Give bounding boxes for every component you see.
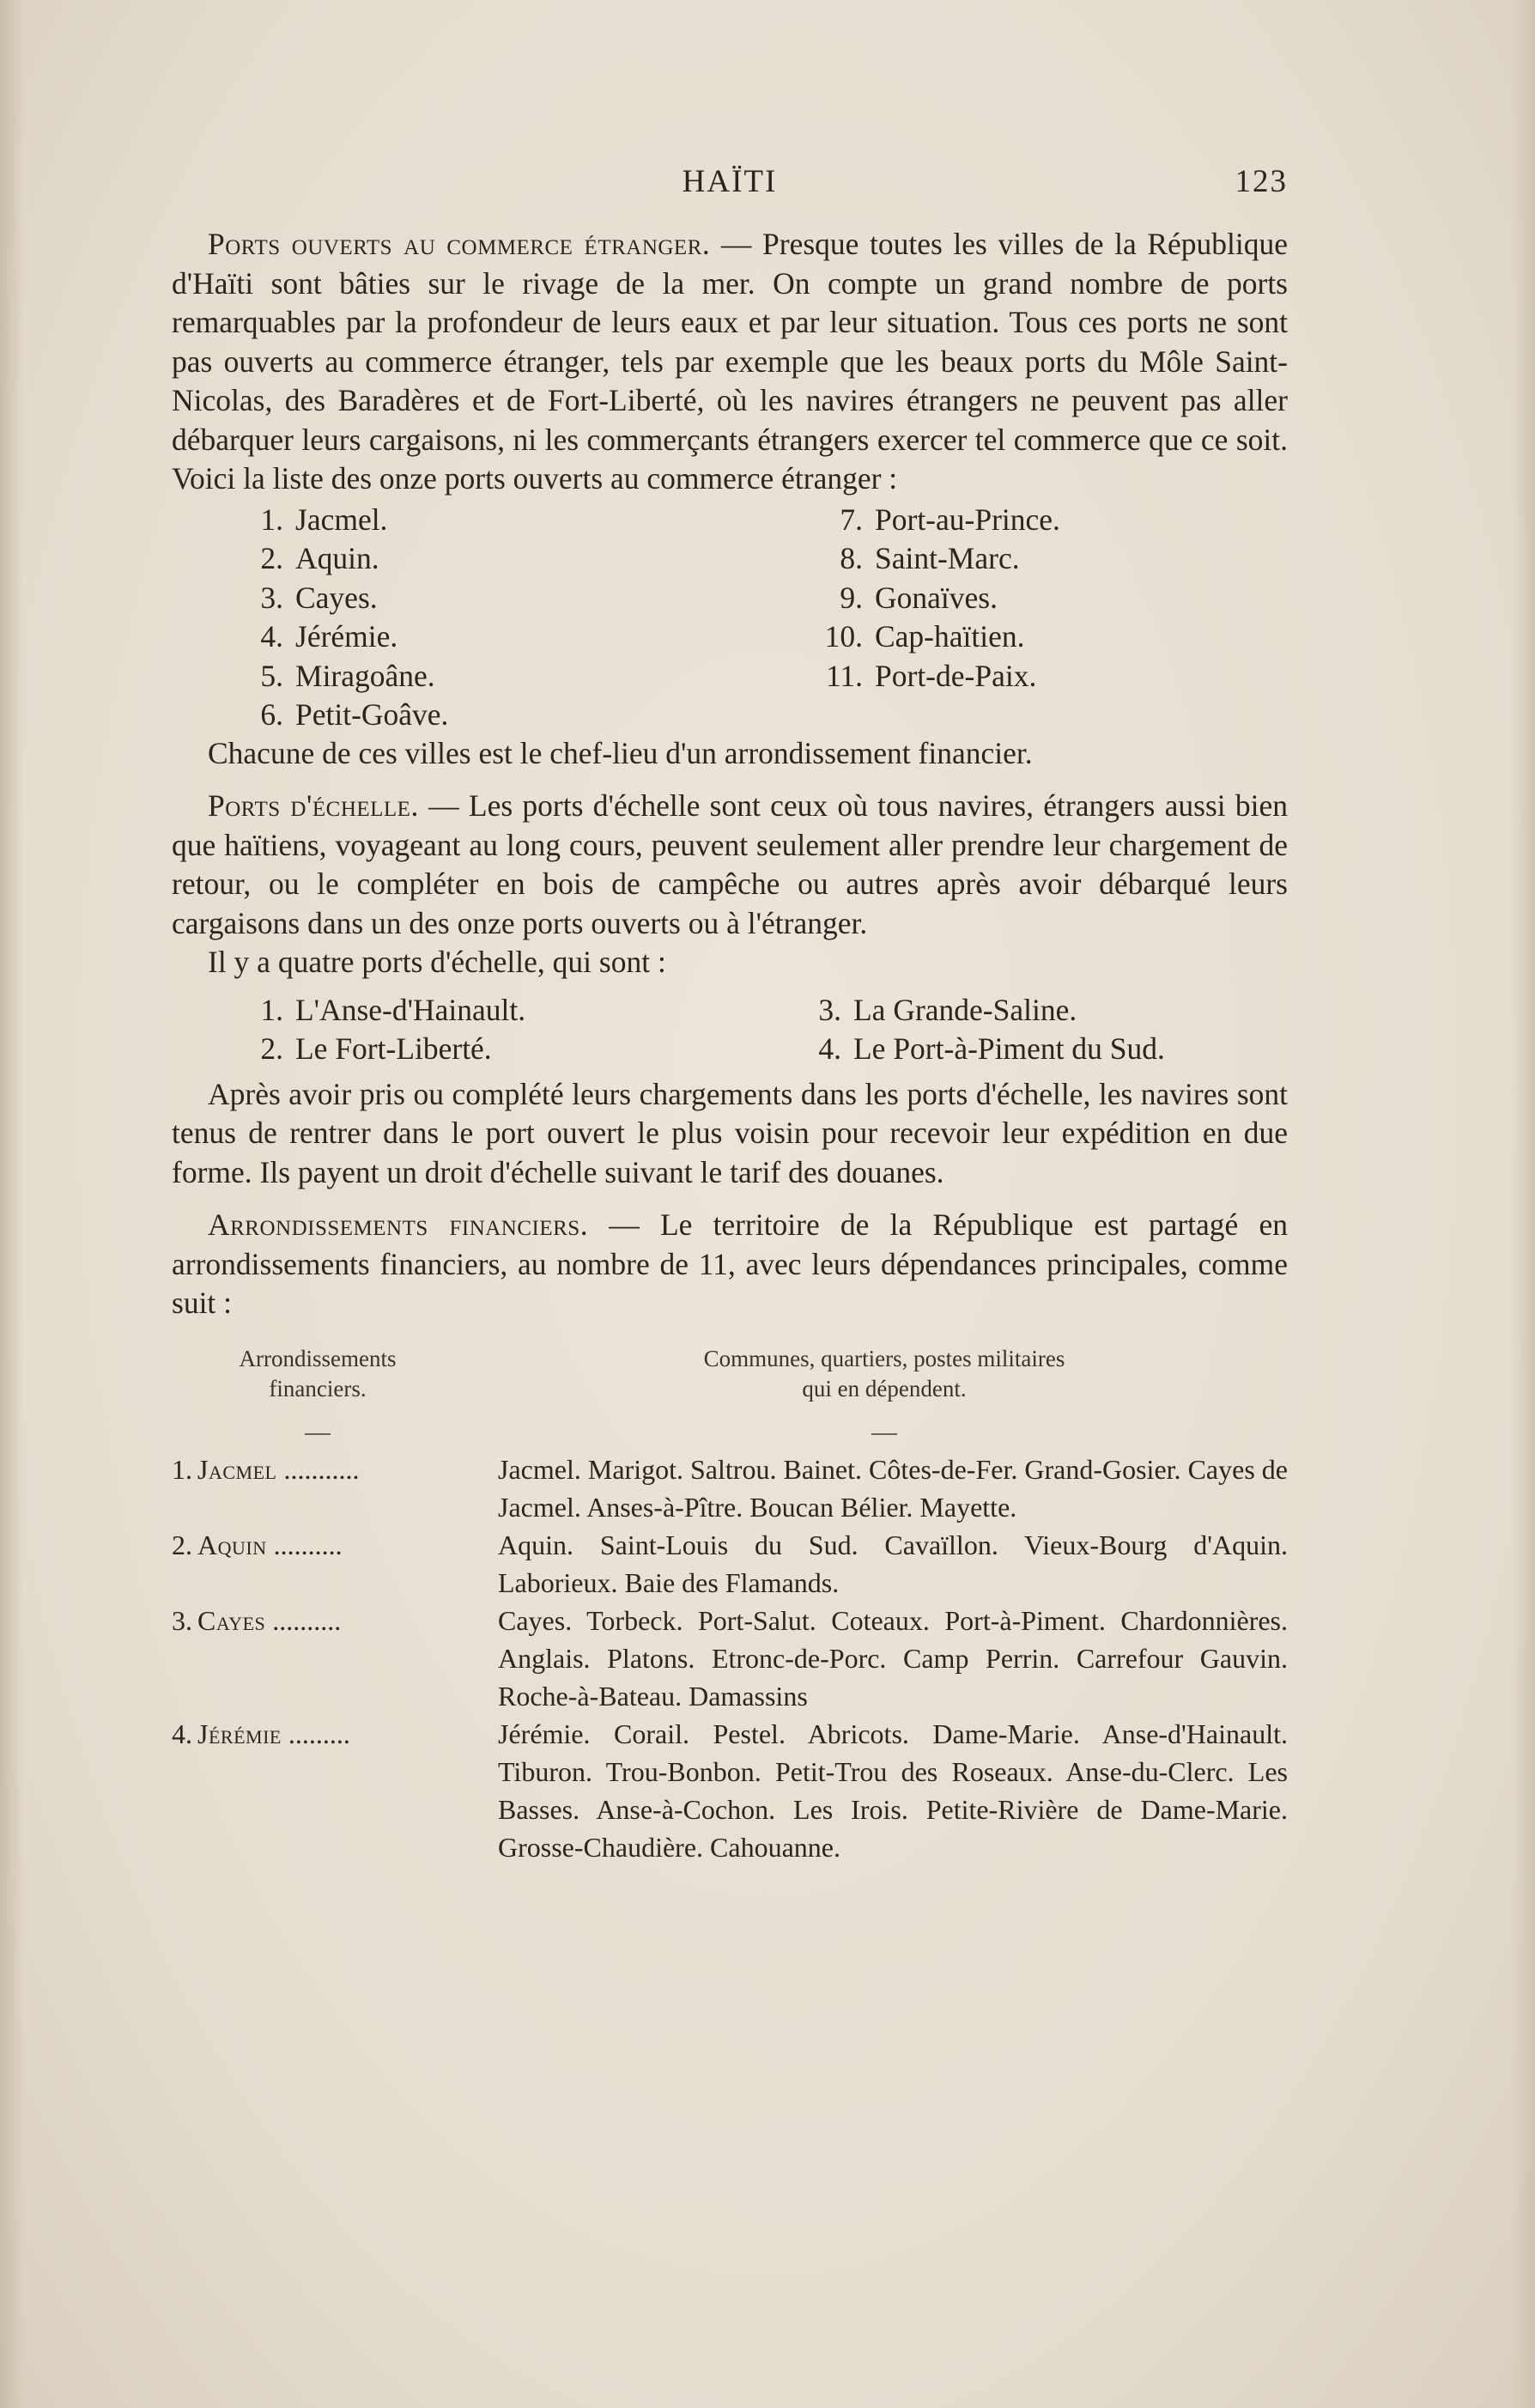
item-name: L'Anse-d'Hainault. [295, 992, 526, 1027]
paragraph-text: — Le territoire de la République est partagé en arrondissements financiers, au nombre de 11, avec leurs dépendances principales, comme suit : [172, 1207, 1289, 1320]
communes-cell: Cayes. Torbeck. Port-Salut. Coteaux. Port-à-Piment. Chardonnières. Anglais. Platons. Etronc-de-Porc. Camp Perrin. Carrefour Gauvin. Roche-à-Bateau. Damassins [498, 1604, 1288, 1712]
item-number: 1. [260, 502, 283, 537]
table-row [172, 1602, 1288, 1715]
item-name: Jérémie. [295, 619, 398, 654]
page-edge-left [0, 0, 24, 2408]
list-item [240, 579, 448, 618]
list-item [240, 991, 525, 1031]
communes-cell: Jacmel. Marigot. Saltrou. Bainet. Côtes-de-Fer. Grand-Gosier. Cayes de Jacmel. Anses-à-Pître. Boucan Bélier. Mayette. [498, 1453, 1288, 1523]
communes-cell: Aquin. Saint-Louis du Sud. Cavaïllon. Vieux-Bourg d'Aquin. Laborieux. Baie des Flamands. [498, 1529, 1288, 1598]
item-number: 9. [840, 580, 863, 615]
item-name: Gonaïves. [875, 580, 998, 615]
row-number: 4. [172, 1718, 192, 1749]
item-name: Jacmel. [295, 502, 388, 537]
arrondissement-name: Jacmel [197, 1453, 277, 1485]
list-item [240, 617, 448, 657]
item-name: Le Fort-Liberté. [295, 1031, 492, 1066]
arrondissement-cell [172, 1526, 498, 1602]
list-item [811, 617, 1060, 657]
item-name: Port-au-Prince. [875, 502, 1060, 537]
item-number: 2. [260, 1031, 283, 1066]
open-ports-list [172, 501, 1288, 734]
paragraph-apres: Après avoir pris ou complété leurs chargements dans les ports d'échelle, les navires sont tenus de rentrer dans le port ouvert le plus voisin pour recevoir leur expédition en due forme. Ils payent un droit d'échelle suivant le tarif des douanes. [172, 1076, 1288, 1189]
list-item [811, 579, 1060, 618]
echelle-column-1 [240, 991, 525, 1069]
list-item [240, 696, 448, 735]
section-heading: Ports ouverts au commerce étranger. [208, 227, 711, 261]
dash-divider [305, 1433, 331, 1435]
table-row [172, 1526, 1288, 1602]
running-title: HAÏTI [682, 164, 778, 199]
list-item [790, 1030, 1165, 1069]
leader-dots: ........... [276, 1453, 360, 1485]
item-name: Cayes. [295, 580, 378, 615]
item-name: Petit-Goâve. [295, 697, 449, 732]
page-number: 123 [1235, 164, 1288, 199]
paragraph-text: — Presque toutes les villes de la République d'Haïti sont bâties sur le rivage de la mer. On compte un grand nombre de ports remarquables par la profondeur de leurs eaux et par leur situation. Tous ces ports ne sont pas ouverts au commerce étranger, tels par exemple que les beaux ports du Môle Saint-Nicolas, des Baradères et de Fort-Liberté, où les navires étrangers ne peuvent pas aller débarquer leurs cargaisons, ni les commerçants étrangers exercer tel commerce que ce soit. Voici la liste des onze ports ouverts au commerce étranger : [172, 227, 1288, 496]
header-dashes [172, 1421, 1288, 1450]
arrondissement-name: Aquin [197, 1529, 267, 1560]
leader-dots: .......... [266, 1529, 343, 1560]
item-name: La Grande-Saline. [853, 992, 1077, 1027]
arrondissement-cell [172, 1715, 498, 1866]
arrondissement-cell [172, 1450, 498, 1526]
item-name: Le Port-à-Piment du Sud. [853, 1031, 1165, 1066]
header-line: Communes, quartiers, postes militaires [703, 1345, 1065, 1371]
header-line: financiers. [269, 1375, 367, 1402]
paragraph-ports-ouverts [172, 225, 1288, 499]
item-number: 3. [818, 992, 841, 1027]
leader-dots: ......... [281, 1718, 350, 1749]
leader-dots: .......... [265, 1604, 342, 1636]
list-item [240, 539, 448, 579]
item-name: Port-de-Paix. [875, 658, 1037, 693]
echelle-ports-list [172, 991, 1288, 1070]
row-number: 1. [172, 1453, 192, 1485]
arrondissement-name: Cayes [197, 1604, 266, 1636]
spacer [172, 773, 1288, 787]
arrondissement-cell [172, 1602, 498, 1715]
open-ports-column-1 [240, 501, 448, 735]
item-number: 5. [260, 658, 283, 693]
spacer [172, 1192, 1288, 1206]
paragraph-arrondissements [172, 1206, 1288, 1323]
list-item [811, 539, 1060, 579]
table-header [172, 1344, 1288, 1421]
echelle-intro: Il y a quatre ports d'échelle, qui sont : [208, 945, 666, 979]
echelle-column-2 [790, 991, 1165, 1069]
item-number: 11. [825, 658, 863, 693]
dash-divider [871, 1433, 897, 1435]
list-item [240, 501, 448, 540]
header-line: Arrondissements [239, 1345, 397, 1371]
list-item [240, 1030, 525, 1069]
item-number: 7. [840, 502, 863, 537]
running-header [172, 163, 1288, 206]
column-header-communes [627, 1344, 1142, 1404]
table-row [172, 1450, 1288, 1526]
header-line: qui en dépendent. [802, 1375, 967, 1402]
paragraph-text: — Les ports d'échelle sont ceux où tous navires, étrangers aussi bien que haïtiens, voyageant au long cours, peuvent seulement aller prendre leur chargement de retour, ou le compléter en bois de campêche ou autres après avoir débarqué leurs cargaisons dans un des onze ports ouverts ou à l'étranger. [172, 788, 1289, 940]
page-body [172, 225, 1288, 1866]
row-number: 2. [172, 1529, 192, 1560]
list-item [811, 657, 1060, 696]
section-heading: Ports d'échelle. [208, 788, 419, 823]
row-number: 3. [172, 1604, 192, 1636]
item-name: Saint-Marc. [875, 541, 1020, 575]
item-number: 4. [818, 1031, 841, 1066]
list-item [790, 991, 1165, 1031]
page-edge-right [1511, 0, 1535, 2408]
item-number: 1. [260, 992, 283, 1027]
arrondissement-name: Jérémie [197, 1718, 282, 1749]
item-name: Miragoâne. [295, 658, 435, 693]
table-row [172, 1715, 1288, 1866]
section-heading: Arrondissements financiers. [208, 1207, 589, 1242]
item-number: 2. [260, 541, 283, 575]
list-item [240, 657, 448, 696]
list-item [811, 501, 1060, 540]
item-name: Aquin. [295, 541, 379, 575]
item-name: Cap-haïtien. [875, 619, 1025, 654]
paragraph-ports-echelle [172, 787, 1288, 943]
chef-lieu-sentence: Chacune de ces villes est le chef-lieu d'un arrondissement financier. [208, 735, 1033, 770]
item-number: 10. [824, 619, 863, 654]
item-number: 8. [840, 541, 863, 575]
item-number: 3. [260, 580, 283, 615]
open-ports-column-2 [811, 501, 1060, 696]
item-number: 6. [260, 697, 283, 732]
item-number: 4. [260, 619, 283, 654]
communes-cell: Jérémie. Corail. Pestel. Abricots. Dame-Marie. Anse-d'Hainault. Tiburon. Trou-Bonbon. Petit-Trou des Roseaux. Anse-du-Clerc. Les Basses. Anse-à-Cochon. Les Irois. Petite-Rivière de Dame-Marie. Grosse-Chaudière. Cahouanne. [498, 1718, 1288, 1863]
column-header-arrondissements [232, 1344, 403, 1404]
